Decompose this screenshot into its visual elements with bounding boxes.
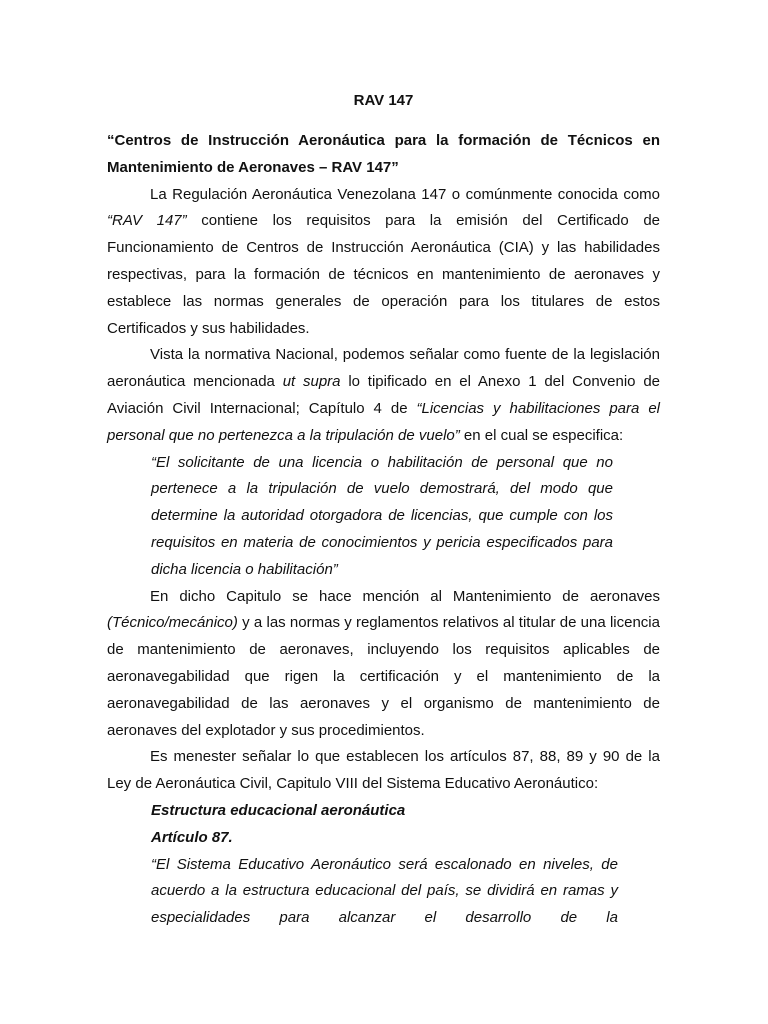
block-quote-articulo-87: “El Sistema Educativo Aeronáutico será escalonado en niveles, de acuerdo a la estructura educacional del país, se dividirá en ramas y especialidades para alcanzar el desarrollo de la [151,855,618,927]
text-run: Vista la normativa Nacional, podemos señalar como fuente de la legislación aeronáutica mencionada [107,346,660,391]
text-run: lo tipificado en el Anexo 1 del Convenio de Aviación Civil Internacional; Capítulo 4 de [107,373,661,417]
paragraph-rav147-intro [107,182,660,343]
paragraph-articulos: Es menester señalar lo que establecen los artículos 87, 88, 89 y 90 de la Ley de Aeronáutica Civil, Capitulo VIII del Sistema Educativo Aeronáutico: [107,748,660,793]
paragraph-capitulo [107,584,660,745]
article-heading: Artículo 87. [151,828,233,846]
italic-text-run: “RAV 147” [107,212,187,230]
document-title: RAV 147 [353,92,414,109]
italic-text-run: “Licencias y habilitaciones para el personal que no pertenezca a la tripulación de vuelo” [107,399,660,444]
document-heading: “Centros de Instrucción Aeronáutica para la formación de Técnicos en Mantenimiento de Aeronaves – RAV 147” [107,132,660,176]
text-run: contiene los requisitos para la emisión del Certificado de Funcionamiento de Centros de Instrucción Aeronáutica (CIA) y las habilidades respectivas, para la formación de técnicos en mantenimiento de aeronaves y establece las normas generales de operación para los titulares de estos Certificados y sus habilidades. [107,212,661,337]
paragraph-normativa [107,342,660,449]
italic-text-run: ut supra [282,373,341,391]
text-run: en el cual se especifica: [459,426,624,444]
block-quote-anexo: “El solicitante de una licencia o habilitación de personal que no pertenece a la tripulación de vuelo demostrará, del modo que determine la autoridad otorgadora de licencias, que cumple con los requisitos en materia de conocimientos y pericia especificados para dicha licencia o habilitación” [151,453,613,578]
italic-text-run: (Técnico/mecánico) [107,614,238,632]
text-run: y a las normas y reglamentos relativos al titular de una licencia de mantenimiento de aeronaves, incluyendo los requisitos aplicables de aeronavegabilidad que rigen la certificación y el mantenimiento de la aeronavegabilidad de las aeronaves y el organismo de mantenimiento de aeronaves del explotador y sus procedimientos. [107,614,660,739]
section-subheading: Estructura educacional aeronáutica [151,801,406,819]
text-run: La Regulación Aeronáutica Venezolana 147 o comúnmente conocida como [150,185,660,203]
text-run: En dicho Capitulo se hace mención al Mantenimiento de aeronaves [150,587,660,605]
document-body [107,90,660,932]
